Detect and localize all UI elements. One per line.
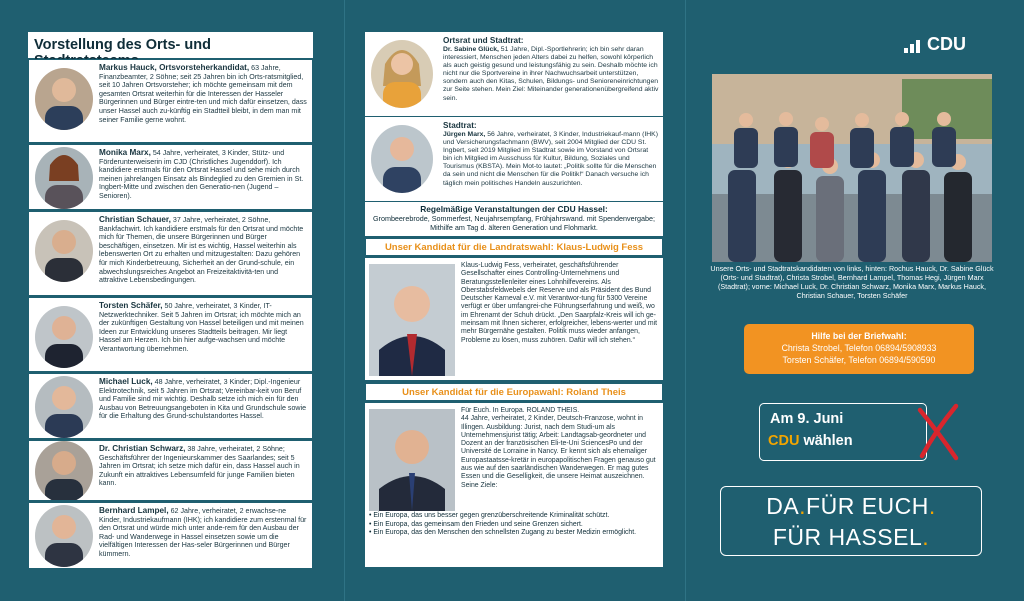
member-card — [28, 211, 313, 296]
portrait-photo — [35, 220, 93, 282]
events-text: Grombeerebrode, Sommerfest, Neujahrsempfang, Frühjahrswand. mit Spendenvergabe; Mithilfe am Tag d. älteren Generation und Flohmarkt. — [372, 214, 656, 232]
member-card — [28, 144, 313, 210]
goal-item: • Ein Europa, das den Menschen den schnellsten Zugang zu bester Medizin ermöglicht. — [369, 529, 637, 537]
member-text: 48 Jahre, verheiratet, 3 Kinder; Dipl.-Ingenieur Elektrotechnik, seit 5 Jahren im Ortsrat; Vereinbar-keit von Beruf und Familie sind mir wichtig. Deshalb setze ich mich ein für den Ausbau von Betreuungsangeboten in Kita und Grundschule sowie für die Erhaltung des Grund-schulstandortes Hassel. — [99, 378, 307, 421]
cdu-logo-icon — [904, 39, 924, 53]
events-title: Regelmäßige Veranstaltungen der CDU Hassel: — [420, 204, 608, 214]
portrait-photo — [371, 125, 433, 193]
member-card — [28, 297, 313, 372]
slogan-fuer-hassel: FÜR HASSEL — [772, 524, 923, 550]
briefwahl-box — [744, 324, 974, 374]
member-name: Dr. Christian Schwarz, — [99, 444, 186, 453]
marx-heading: Stadtrat: — [443, 121, 477, 130]
events-box — [365, 202, 663, 236]
group-caption: Unsere Orts- und Stadtratskandidaten von links, hinten: Rochus Hauck, Dr. Sabine Glück (Orts- und Stadtrat), Christa Strobel, Bernhard Lampel, Thomas Hegi, Jürgen Marx (Stadtrat); vorne: Michael Luck, Dr. Christian Schwarz, Monika Marx, Markus Hauck, Christian Schauer, Torsten Schäfer — [710, 264, 994, 300]
member-text: 63 Jahre, Finanzbeamter, 2 Söhne; seit 25 Jahren bin ich Orts-ratsmitglied, seit 10 Jahren Ortsvorsteher; ich möchte gemeinsam mit dem gesamten Ortsrat weiterhin für die Interessen der Hasseler Bürgerinnen und Bürger eintre-ten und mich dafür einsetzen, dass unser Hassel auch zu-künftig ein Stadtteil bleibt, in dem man mit seiner Familie gerne wohnt. — [99, 64, 307, 124]
vote-date: Am 9. Juni — [770, 411, 844, 427]
portrait-photo — [35, 505, 93, 567]
glueck-text: 51 Jahre, Dipl.-Sportlehrerin; ich bin sehr daran interessiert, Menschen jeden Alters dabei zu helfen, sowohl körperlich als auch geistig gesund und leistungsfähig zu sein. Deshalb möchte ich nicht nur die Sportvereine in ihrer Nachwuchsarbeit unterstützen, sondern auch den Kitas, Schulen, Bildungs- und Senioreneinrichtungen zur Seite stehen. Mein Ziel: Miteinander generationenübergreifend aktiv sein. — [443, 46, 659, 102]
cdu-logo-text: CDU — [927, 34, 966, 54]
vote-party: CDU — [768, 433, 800, 449]
glueck-heading: Ortsrat und Stadtrat: — [443, 36, 524, 45]
member-name: Michael Luck, — [99, 377, 153, 386]
slogan — [720, 486, 982, 556]
goal-item: • Ein Europa, das uns besser gegen grenzüberschreitende Kriminalität schützt. — [369, 512, 610, 519]
member-card — [28, 373, 313, 439]
group-photo — [712, 74, 992, 262]
left-panel — [0, 0, 345, 601]
member-name: Christian Schauer, — [99, 215, 171, 224]
member-name: Torsten Schäfer, — [99, 301, 163, 310]
portrait-photo — [35, 306, 93, 368]
slogan-dot: . — [922, 524, 930, 550]
section-title: Vorstellung des Orts- und — [28, 32, 313, 58]
fess-text: Klaus-Ludwig Fess, verheiratet, geschäftsführender Gesellschafter eines Controlling-Unternehmens und Beratungsstellenleiter eines Lohnhilfevereins. Als Oberstabsfeldwebels der Reserve und als Präsident des Bund Deutscher Karneval e.V. mit Verantwor-tung für 5300 Vereine verfügt er über umfangrei-che Führungserfahrung und weiß, wo im Ehrenamt der Schuh drückt. „Den Saarpfalz-Kreis will ich ge-meinsam mit Ihnen sicherer, erfolgreicher, lebens-werter und mit mehr Bürgernähe gestalten. Politik muss wieder anfangen, Probleme zu lösen, muss zuhören. Dafür will ich stehen.“ — [461, 262, 658, 344]
briefwahl-title: Hilfe bei der Briefwahl: — [811, 331, 907, 341]
theis-header: Unser Kandidat für die Europawahl: Roland Theis — [365, 383, 663, 401]
portrait-photo — [369, 264, 455, 376]
member-name: Bernhard Lampel, — [99, 506, 169, 515]
member-text: 50 Jahre, verheiratet, 3 Kinder, IT-Netzwerktechniker. Seit 5 Jahren im Ortsrat; ich möchte mich an der zukünftigen Gestaltung von Hassel beteiligen und mit meinen Ideen zur Entwicklung unseres Stadtteils beitragen. Mir liegt Hassel am Herzen. Ich bin hier aufge-wachsen und möchte Verantwortung übernehmen. — [99, 302, 304, 353]
right-panel — [686, 0, 1024, 601]
member-card — [28, 59, 313, 143]
member-text: 38 Jahre, verheiratet, 2 Söhne; Geschäftsführer der Ingenieurskammer des Saarlandes; seit 5 Jahren im Ortsrat; ich setze mich dafür ein, dass Hassel auch in Zukunft ein attraktives Lebensumfeld für junge Familien bieten kann. — [99, 445, 300, 488]
member-text: 62 Jahre, verheiratet, 2 erwachse-ne Kinder, Industriekaufmann (IHK); ich kandidiere zum erstenmal für den Ortsrat und würde mich unter ande-rem für den Ausbau der Rad- und Wanderwege in Hassel einsetzen sowie um die vielfältigen Interessen der Has-seler Bürgerinnen und Bürger kümmern. — [99, 507, 307, 558]
slogan-fuer-euch: FÜR EUCH — [806, 493, 929, 519]
fess-header: Unser Kandidat für die Landratswahl: Klaus-Ludwig Fess — [365, 238, 663, 256]
goal-item: • Ein Europa, das gemeinsam den Frieden und seine Grenzen sichert. — [369, 520, 583, 528]
theis-card — [365, 403, 663, 567]
portrait-photo — [369, 409, 455, 511]
marx-text: 56 Jahre, verheiratet, 3 Kinder, Industriekauf-mann (IHK) und Versicherungsfachmann (BWV), seit 2004 Mitglied der CDU St. Ingbert, seit 2019 Mitglied im Stadtrat sowie im Vorstand von Ortsrat bin ich Mitglied im Ausschuss für Kultur, Bildung, Soziales und Tourismus (KBSTA). Mein Mot-to lautet: „Politik sollte für die Menschen da sein und nicht die Menschen für die Politik!“ Danach versuche ich täglich mein politisches Handeln auszurichten. — [443, 131, 658, 187]
glueck-name: Dr. Sabine Glück, — [443, 46, 499, 53]
portrait-photo — [35, 441, 93, 501]
briefwahl-contact: Torsten Schäfer, Telefon 06894/590590 — [782, 355, 936, 365]
member-name: Markus Hauck, Ortsvorsteherkandidat, — [99, 63, 250, 72]
ballot-cross-icon — [916, 402, 960, 462]
slogan-dot: . — [928, 493, 936, 519]
theis-goals — [369, 512, 659, 538]
slogan-dot: . — [799, 493, 807, 519]
glueck-card — [365, 32, 663, 116]
portrait-photo — [35, 147, 93, 209]
member-text: 37 Jahre, verheiratet, 2 Söhne, Bankfachwirt. Ich kandidiere erstmals für den Ortsrat und möchte mich für Themen, die unsere Bürgerinnen und Bürger beschäftigen, einsetzen. Mir ist es wichtig, Hassel weiterhin als lebenswerten Ort zu erhalten und mitzugestalten: Dazu gehören für mich Kinderbetreuung, Sicherheit an der Grund-schule, ein abwechslungsreiches Angebot an Freizeitaktivitä-ten und attraktive Lebensbedingungen. — [99, 216, 304, 285]
slogan-da: DA — [766, 493, 800, 519]
member-name: Monika Marx, — [99, 148, 151, 157]
member-text: 54 Jahre, verheiratet, 3 Kinder, Stütz- und Förderunterweiserin im CJD (Christliches Jugenddorf). Ich kandidiere erstmals für den Ortsrat Hassel und sehe mich durch meinen jahrelangen Einsatz als Bindeglied zu den Gremien in St. Ingbert-Mitte und zwischen den Generatio-nen (Jugend – Senioren). — [99, 149, 304, 200]
portrait-photo — [35, 376, 93, 438]
vote-box — [759, 403, 927, 461]
briefwahl-contact: Christa Strobel, Telefon 06894/5908933 — [781, 343, 937, 353]
theis-intro: Für Euch. In Europa. ROLAND THEIS. — [461, 407, 580, 414]
vote-verb: wählen — [799, 433, 853, 449]
member-card — [28, 440, 313, 501]
portrait-photo — [371, 40, 433, 108]
theis-text: 44 Jahre, verheiratet, 2 Kinder, Deutsch-Franzose, wohnt in Illingen. Ausbildung: Jurist, nach dem Studi-um als Unternehmensjurist tätig; Arbeit: Landtagsab-geordneter und Dozent an der französischen Eli-te-Uni SciencesPo und der Université de Lorraine in Nancy. Er kennt sich als ehemaliger Europastaatsse-kretär in europapolitischen Fragen genauso gut aus wie auf den saarländischen Wanderwegen. Er mag gutes Essen und die Geselligkeit, die unsere Heimat auszeichnen. Seine Ziele: — [461, 415, 656, 489]
fess-card — [365, 258, 663, 380]
member-card — [28, 502, 313, 569]
middle-panel — [345, 0, 686, 601]
portrait-photo — [35, 68, 93, 130]
marx-name: Jürgen Marx, — [443, 131, 486, 138]
marx-card — [365, 117, 663, 201]
